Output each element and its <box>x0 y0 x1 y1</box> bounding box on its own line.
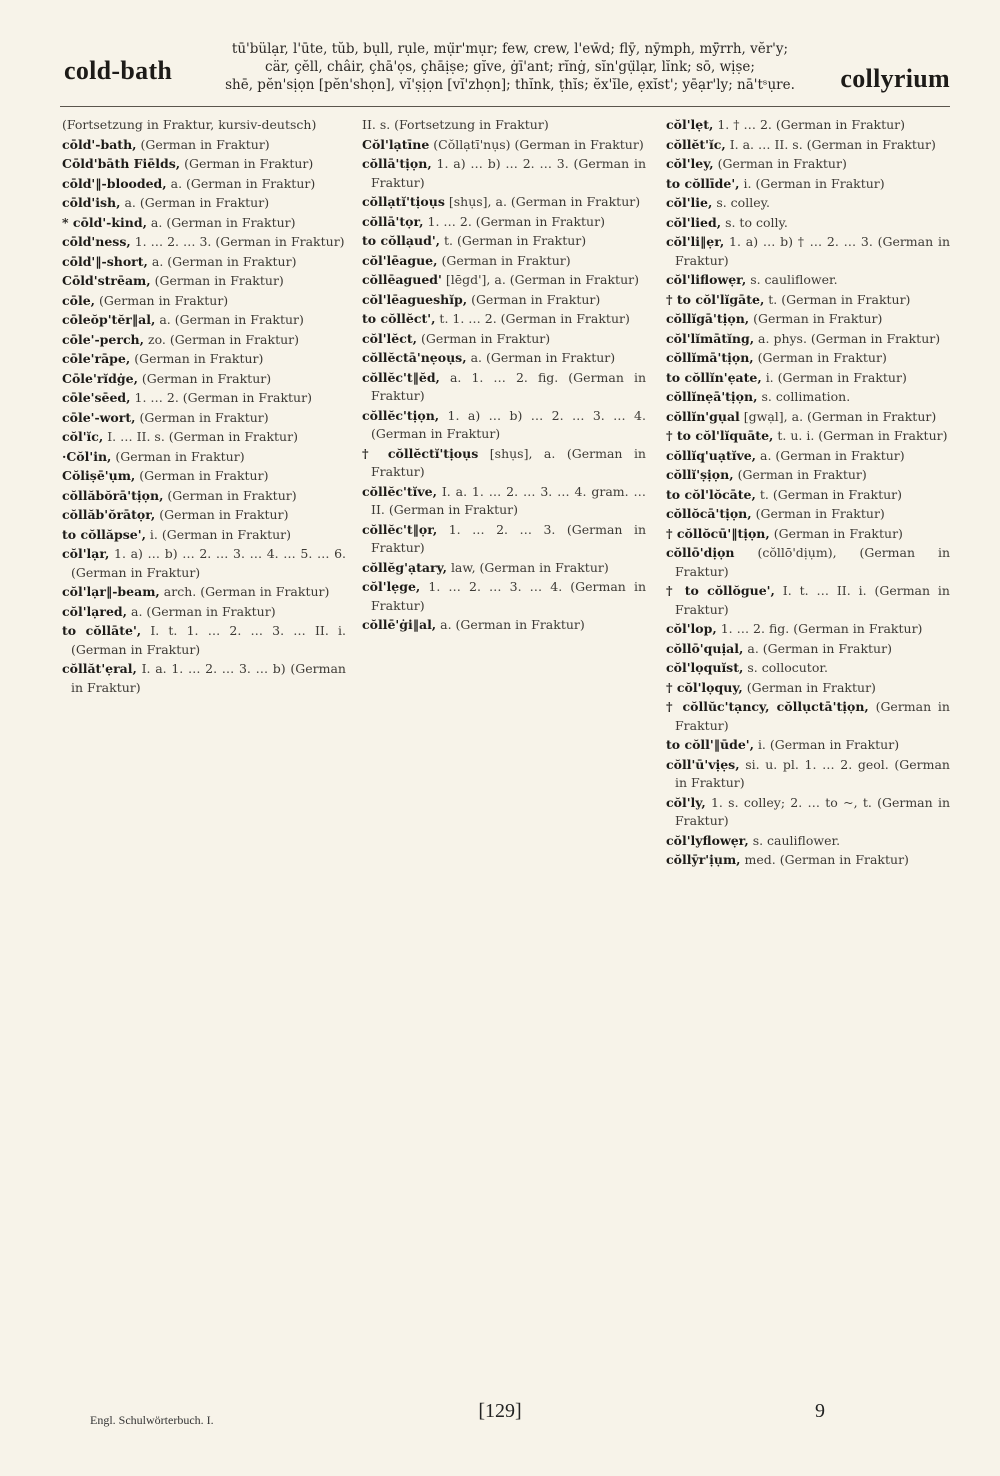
entry-headword: cŏllĕctā'nẹoụs, <box>362 350 467 365</box>
entry-definition: 1. … 2. … 3. … 4. (German in Fraktur) <box>371 579 646 613</box>
entry-definition: t. (German in Fraktur) <box>759 486 903 502</box>
dictionary-entry <box>666 486 950 505</box>
entry-headword: cōle'-perch, <box>62 331 144 347</box>
entry-definition: a. (German in Fraktur) <box>159 312 304 327</box>
dictionary-entry <box>362 445 646 482</box>
dictionary-entry <box>362 252 646 271</box>
dictionary-entry <box>362 232 646 251</box>
entry-definition: (German in Fraktur) <box>420 330 551 346</box>
entry-headword: cŏllăbŏrā'tịọn, <box>62 487 164 503</box>
dictionary-entry <box>62 583 346 602</box>
entry-definition: s. to colly. <box>725 214 788 230</box>
entry-definition: s. colley. <box>716 195 770 210</box>
entry-definition: a. 1. … 2. fig. (German in Fraktur) <box>371 369 646 403</box>
entry-definition: med. (German in Fraktur) <box>744 852 909 867</box>
entry-definition: a. (German in Fraktur) <box>470 350 616 365</box>
dictionary-entry <box>666 851 950 870</box>
entry-definition: a. (German in Fraktur) <box>131 603 276 619</box>
entry-definition: I. t. … II. i. (German in Fraktur) <box>675 583 950 617</box>
entry-definition: 1. a) … b) † … 2. … 3. (German in Fraktur) <box>675 234 950 268</box>
entry-definition: 1. … 2. … 3. (German in Fraktur) <box>134 234 345 249</box>
entry-definition: (German in Fraktur) <box>184 156 314 171</box>
entry-definition: (German in Fraktur) <box>441 252 571 268</box>
entry-definition: t. 1. … 2. (German in Fraktur) <box>439 311 630 326</box>
entry-definition: s. collimation. <box>761 389 851 404</box>
entry-definition: I. t. 1. … 2. … 3. … II. i. (German in Fraktur) <box>71 623 346 657</box>
dictionary-entry <box>666 447 950 466</box>
column-1 <box>62 116 346 1364</box>
entry-headword: cōld'ish, <box>62 195 121 210</box>
entry-headword: cŏllĭq'uạtĭve, <box>666 447 757 463</box>
entry-headword: cōld'ness, <box>62 234 131 249</box>
dictionary-entry <box>666 794 950 831</box>
entry-headword: cŏllạtĭ'tịoụs <box>362 194 445 209</box>
signature-mark: 9 <box>815 1400 825 1422</box>
dictionary-entry <box>62 233 346 252</box>
entry-headword: cŏllĕc'tĭve, <box>362 483 437 499</box>
entry-definition: (cŏllō'dịụm), (German in Fraktur) <box>675 545 950 579</box>
dictionary-entry <box>62 136 346 155</box>
entry-definition: s. collocutor. <box>747 660 828 675</box>
entry-definition: I. a. 1. … 2. … 3. … 4. gram. … II. (German in Fraktur) <box>371 483 646 517</box>
dictionary-entry <box>62 155 346 174</box>
entry-headword: cōle'-wort, <box>62 409 136 425</box>
entry-headword: Cōld'strēam, <box>62 273 151 288</box>
entry-headword: cŏllā'tịọn, <box>362 156 432 171</box>
entry-headword: cŏl'lēague, <box>362 252 438 268</box>
dictionary-entry <box>62 526 346 545</box>
entry-definition: 1. s. colley; 2. … to ~, t. (German in Fraktur) <box>675 794 950 828</box>
entry-headword: Cŏliṣē'ụm, <box>62 468 136 483</box>
entry-headword: cōld'‖-short, <box>62 253 148 269</box>
entry-definition: II. s. (Fortsetzung in Fraktur) <box>362 117 549 132</box>
entry-headword: cŏllĕc't‖ĕd, <box>362 369 440 385</box>
dictionary-entry <box>362 310 646 329</box>
dictionary-entry <box>62 506 346 525</box>
entry-headword: to cŏllīde', <box>666 175 740 191</box>
entry-headword: cŏllĭmā'tịọn, <box>666 350 754 365</box>
entry-headword: to cŏllĭn'ẹate, <box>666 369 762 385</box>
entry-headword: † cŏllĕctĭ'tịoụs <box>362 445 479 461</box>
entry-definition: (German in Fraktur) <box>139 468 269 483</box>
dictionary-entry <box>666 544 950 581</box>
entry-headword: cŏl'ly, <box>666 794 706 810</box>
entry-headword: cōle'rāpe, <box>62 351 131 366</box>
entry-definition: a. phys. (German in Fraktur) <box>758 330 941 346</box>
dictionary-entry <box>362 521 646 558</box>
entry-definition: a. (German in Fraktur) <box>440 617 585 632</box>
entry-definition: (German in Fraktur) <box>737 467 867 482</box>
entry-definition: (German in Fraktur) <box>755 506 885 521</box>
entry-definition: 1. † … 2. (German in Fraktur) <box>717 117 906 132</box>
entry-headword: cŏllā'tọr, <box>362 213 424 229</box>
dictionary-entry <box>362 349 646 368</box>
dictionary-entry <box>362 616 646 635</box>
dictionary-entry <box>666 582 950 619</box>
entry-headword: cŏl'lẹge, <box>362 579 421 594</box>
entry-headword: cŏl'lēagueshĭp, <box>362 291 468 307</box>
entry-headword: cŏl'lop, <box>666 621 717 636</box>
dictionary-entry <box>62 272 346 291</box>
entry-definition: [lēgd'], a. (German in Fraktur) <box>445 272 639 287</box>
entry-headword: cōle, <box>62 292 96 308</box>
dictionary-entry <box>362 330 646 349</box>
entry-definition: 1. … 2. fig. (German in Fraktur) <box>720 621 923 636</box>
entry-definition: 1. a) … b) … 2. … 3. … 4. (German in Fraktur) <box>371 407 646 441</box>
entry-definition: (German in Fraktur) <box>757 350 887 365</box>
guide-word-right: collyrium <box>840 64 950 93</box>
entry-headword: cŏllĕc't‖ọr, <box>362 521 438 537</box>
entry-headword: cŏl'lyflowẹr, <box>666 832 749 848</box>
entry-headword: cŏllō'quịal, <box>666 640 744 656</box>
dictionary-entry <box>362 213 646 232</box>
entry-definition: i. (German in Fraktur) <box>765 369 907 385</box>
entry-headword: cōld'‖-blooded, <box>62 175 167 191</box>
entry-definition: (German in Fraktur) <box>115 448 245 464</box>
dictionary-entry <box>362 193 646 212</box>
entry-definition: 1. … 2. … 3. (German in Fraktur) <box>371 521 646 555</box>
entry-definition: a. (German in Fraktur) <box>760 447 905 463</box>
entry-definition: law, (German in Fraktur) <box>450 559 609 575</box>
entry-definition: 1. … 2. (German in Fraktur) <box>427 213 605 229</box>
dictionary-entry <box>62 350 346 369</box>
dictionary-entry <box>362 291 646 310</box>
entry-definition: (German in Fraktur) <box>167 487 297 503</box>
entry-headword: cŏllĭn'gụal <box>666 408 740 424</box>
entry-headword: cŏllō'dịọn <box>666 545 735 560</box>
dictionary-entry <box>362 271 646 290</box>
pronunciation-key-line: shē, pĕn'sịọn [pĕn'shọn], vĭ'ṣịọn [vĭ'zhọn]; thĭnk, ṭhĭs; ĕx'ĭle, ẹxĭst'; yēạr'ly; nā'tˢụre. <box>225 77 795 93</box>
entry-definition: (German in Fraktur) <box>773 525 903 541</box>
column-2 <box>362 116 646 1364</box>
entry-definition: a. (German in Fraktur) <box>151 253 297 269</box>
page-number: [129] <box>478 1400 522 1422</box>
entry-definition: (German in Fraktur) <box>134 351 264 366</box>
entry-definition: si. u. pl. 1. … 2. geol. (German in Fraktur) <box>675 756 950 790</box>
entry-definition: (German in Fraktur) <box>753 311 883 326</box>
entry-definition: I. a. 1. … 2. … 3. … b) (German in Fraktur) <box>71 661 346 695</box>
entry-definition: (German in Fraktur) <box>154 273 284 288</box>
entry-definition: I. … II. s. (German in Fraktur) <box>107 429 298 444</box>
dictionary-entry <box>362 407 646 444</box>
entry-definition: t. (German in Fraktur) <box>768 291 911 307</box>
guide-word-left: cold-bath <box>64 56 173 85</box>
dictionary-entry <box>62 311 346 330</box>
dictionary-entry <box>62 175 346 194</box>
entry-definition: [gwạl], a. (German in Fraktur) <box>743 408 937 424</box>
entry-definition: (German in Fraktur) <box>717 156 847 171</box>
dictionary-entry <box>666 756 950 793</box>
dictionary-entry <box>666 525 950 544</box>
entry-headword: to cŏllĕct', <box>362 311 436 326</box>
dictionary-entry <box>62 660 346 697</box>
entry-definition: (German in Fraktur) <box>746 679 876 695</box>
entry-definition: t. (German in Fraktur) <box>444 233 587 248</box>
entry-headword: Cōle'rĭdġe, <box>62 370 138 386</box>
dictionary-entry <box>362 578 646 615</box>
dictionary-entry <box>362 155 646 192</box>
dictionary-entry <box>666 659 950 678</box>
entry-headword: ·Cŏl'in, <box>62 448 112 464</box>
entry-headword: cŏl'lạr‖-beam, <box>62 584 160 599</box>
entry-headword: to cŏllạud', <box>362 233 441 248</box>
dictionary-entry <box>666 291 950 310</box>
entry-definition: (Cŏllạtī'nụs) (German in Fraktur) <box>433 136 644 152</box>
entry-headword: cŏl'lĕct, <box>362 330 417 346</box>
dictionary-entry <box>62 487 346 506</box>
dictionary-entry <box>666 136 950 155</box>
entry-headword: cŏllăt'ẹral, <box>62 661 137 676</box>
entry-headword: cŏl'lẹt, <box>666 117 714 132</box>
entry-headword: cŏl'li‖ẹr, <box>666 234 725 249</box>
dictionary-entry <box>62 603 346 622</box>
dictionary-entry <box>666 388 950 407</box>
dictionary-entry <box>62 370 346 389</box>
dictionary-entry <box>666 233 950 270</box>
entry-headword: cŏl'ley, <box>666 156 714 171</box>
dictionary-entry <box>666 736 950 755</box>
dictionary-entry <box>666 505 950 524</box>
entry-headword: to cŏll'‖ūde', <box>666 737 754 752</box>
entry-headword: † cŏl'lọquy, <box>666 679 743 695</box>
dictionary-columns <box>62 116 950 1364</box>
dictionary-entry <box>62 194 346 213</box>
entry-headword: cŏllĭ'ṣịọn, <box>666 467 734 482</box>
entry-headword: cŏl'lạred, <box>62 603 128 619</box>
entry-definition: (German in Fraktur) <box>99 292 229 308</box>
entry-headword: cŏl'ĭc, <box>62 429 104 444</box>
entry-headword: cōld'-bath, <box>62 136 137 152</box>
dictionary-entry <box>666 155 950 174</box>
entry-definition: a. (German in Fraktur) <box>150 214 296 230</box>
entry-definition: (German in Fraktur) <box>139 409 269 425</box>
entry-definition: (German in Fraktur) <box>141 370 272 386</box>
dictionary-entry <box>666 194 950 213</box>
entry-headword: cŏllĭgā'tịọn, <box>666 311 750 326</box>
entry-headword: cŏl'liflowẹr, <box>666 272 747 287</box>
dictionary-entry <box>362 483 646 520</box>
dictionary-entry <box>362 136 646 155</box>
entry-headword: to cŏllăpse', <box>62 526 146 542</box>
entry-headword: cŏl'lạr, <box>62 546 110 561</box>
dictionary-entry <box>666 116 950 135</box>
dictionary-entry <box>62 389 346 408</box>
dictionary-entry <box>666 698 950 735</box>
entry-definition: 1. a) … b) … 2. … 3. (German in Fraktur) <box>371 156 646 190</box>
entry-definition: a. (German in Fraktur) <box>747 640 892 656</box>
entry-headword: cŏllŏcā'tịọn, <box>666 506 752 521</box>
dictionary-entry <box>666 214 950 233</box>
entry-definition: s. cauliflower. <box>750 272 838 287</box>
entry-headword: to cŏllāte', <box>62 623 142 638</box>
entry-headword: to cŏl'lŏcāte, <box>666 486 756 502</box>
dictionary-entry <box>62 545 346 582</box>
dictionary-entry <box>62 448 346 467</box>
dictionary-entry <box>62 292 346 311</box>
entry-definition: a. (German in Fraktur) <box>170 175 316 191</box>
dictionary-entry <box>62 428 346 447</box>
entry-headword: cŏl'lĭmātĭng, <box>666 330 755 346</box>
dictionary-entry <box>666 369 950 388</box>
entry-definition: i. (German in Fraktur) <box>149 526 292 542</box>
entry-headword: cōleŏp'tĕr‖al, <box>62 312 156 327</box>
pronunciation-key <box>210 40 810 94</box>
dictionary-entry <box>62 253 346 272</box>
dictionary-entry <box>62 214 346 233</box>
entry-definition: arch. (German in Fraktur) <box>163 584 330 599</box>
dictionary-entry <box>666 466 950 485</box>
dictionary-entry <box>62 116 346 135</box>
dictionary-entry <box>666 349 950 368</box>
entry-headword: cŏllē'ġi‖al, <box>362 617 437 632</box>
entry-definition: 1. … 2. (German in Fraktur) <box>134 390 312 405</box>
entry-definition: [shụs], a. (German in Fraktur) <box>448 194 641 209</box>
dictionary-entry <box>62 622 346 659</box>
dictionary-entry <box>362 369 646 406</box>
entry-headword: cŏllĕt'ĭc, <box>666 136 726 152</box>
entry-headword: cōle'sēed, <box>62 390 131 405</box>
entry-definition: I. a. … II. s. (German in Fraktur) <box>729 136 936 152</box>
dictionary-entry <box>666 640 950 659</box>
entry-headword: cŏllȳr'ịụm, <box>666 852 741 867</box>
entry-definition: t. u. i. (German in Fraktur) <box>777 428 948 443</box>
dictionary-entry <box>666 310 950 329</box>
entry-headword: † to cŏllŏgue', <box>666 583 775 598</box>
entry-headword: cŏllĕg'ạtary, <box>362 559 447 575</box>
entry-headword: † to cŏl'lĭgāte, <box>666 291 765 307</box>
entry-definition: (German in Fraktur) <box>675 699 950 733</box>
dictionary-entry <box>362 559 646 578</box>
header-rule <box>60 106 950 107</box>
footer-source: Engl. Schulwörterbuch. I. <box>90 1413 214 1427</box>
entry-headword: cŏllĭnẹā'tịọn, <box>666 389 758 404</box>
dictionary-entry <box>62 409 346 428</box>
pronunciation-key-line: cär, çĕll, châir, çhā'ọs, çhāịṣe; gĭve, ġī'ant; rĭnġ, sĭn'gụ̈lạr, lĭnk; sō, wịṣe; <box>265 59 755 75</box>
entry-headword: cŏl'lie, <box>666 195 713 210</box>
dictionary-entry <box>62 467 346 486</box>
entry-headword: cŏl'lọquĭst, <box>666 660 744 675</box>
entry-headword: cŏllăb'ŏrātọr, <box>62 507 156 522</box>
dictionary-entry <box>62 331 346 350</box>
entry-definition: i. (German in Fraktur) <box>757 737 900 752</box>
entry-headword: cŏl'lied, <box>666 214 722 230</box>
entry-definition: s. cauliflower. <box>752 832 841 848</box>
dictionary-entry <box>666 427 950 446</box>
dictionary-entry <box>666 620 950 639</box>
column-3 <box>666 116 950 1364</box>
entry-headword: Cŏl'lạtīne <box>362 136 430 152</box>
entry-definition: 1. a) … b) … 2. … 3. … 4. … 5. … 6. (German in Fraktur) <box>71 546 346 580</box>
dictionary-entry <box>666 271 950 290</box>
entry-definition: (German in Fraktur) <box>159 507 289 522</box>
entry-definition: (German in Fraktur) <box>471 291 601 307</box>
entry-definition: zo. (German in Fraktur) <box>147 331 300 347</box>
entry-definition: a. (German in Fraktur) <box>124 195 270 210</box>
entry-definition: [shụs], a. (German in Fraktur) <box>371 445 646 479</box>
entry-headword: † cŏllŏcū'‖tịọn, <box>666 525 770 541</box>
entry-headword: cŏllĕc'tịọn, <box>362 407 440 423</box>
dictionary-entry <box>666 832 950 851</box>
entry-headword: cŏllēagued' <box>362 272 442 287</box>
dictionary-entry <box>666 679 950 698</box>
pronunciation-key-line: tū'bülạr, l'ūte, tŭb, bụll, rụle, mụ̈r'mụr; few, crew, l'ew̄d; flȳ, nȳmph, mȳ̈rrh, vĕr'y; <box>231 41 789 57</box>
dictionary-entry <box>666 175 950 194</box>
entry-headword: † cŏllŭc'tạncy, cŏllụctā'tịọn, <box>666 699 869 714</box>
entry-headword: Cōld'bāth Fiēlds, <box>62 156 181 171</box>
dictionary-entry <box>666 408 950 427</box>
entry-headword: * cōld'-kind, <box>62 214 147 230</box>
entry-definition: (Fortsetzung in Fraktur, kursiv‑deutsch) <box>62 117 317 132</box>
entry-headword: † to cŏl'lĭquāte, <box>666 428 774 443</box>
entry-definition: i. (German in Fraktur) <box>743 175 885 191</box>
dictionary-entry <box>362 116 646 135</box>
entry-definition: (German in Fraktur) <box>140 136 270 152</box>
entry-headword: cŏll'ū'vịẹs, <box>666 756 740 772</box>
dictionary-entry <box>666 330 950 349</box>
